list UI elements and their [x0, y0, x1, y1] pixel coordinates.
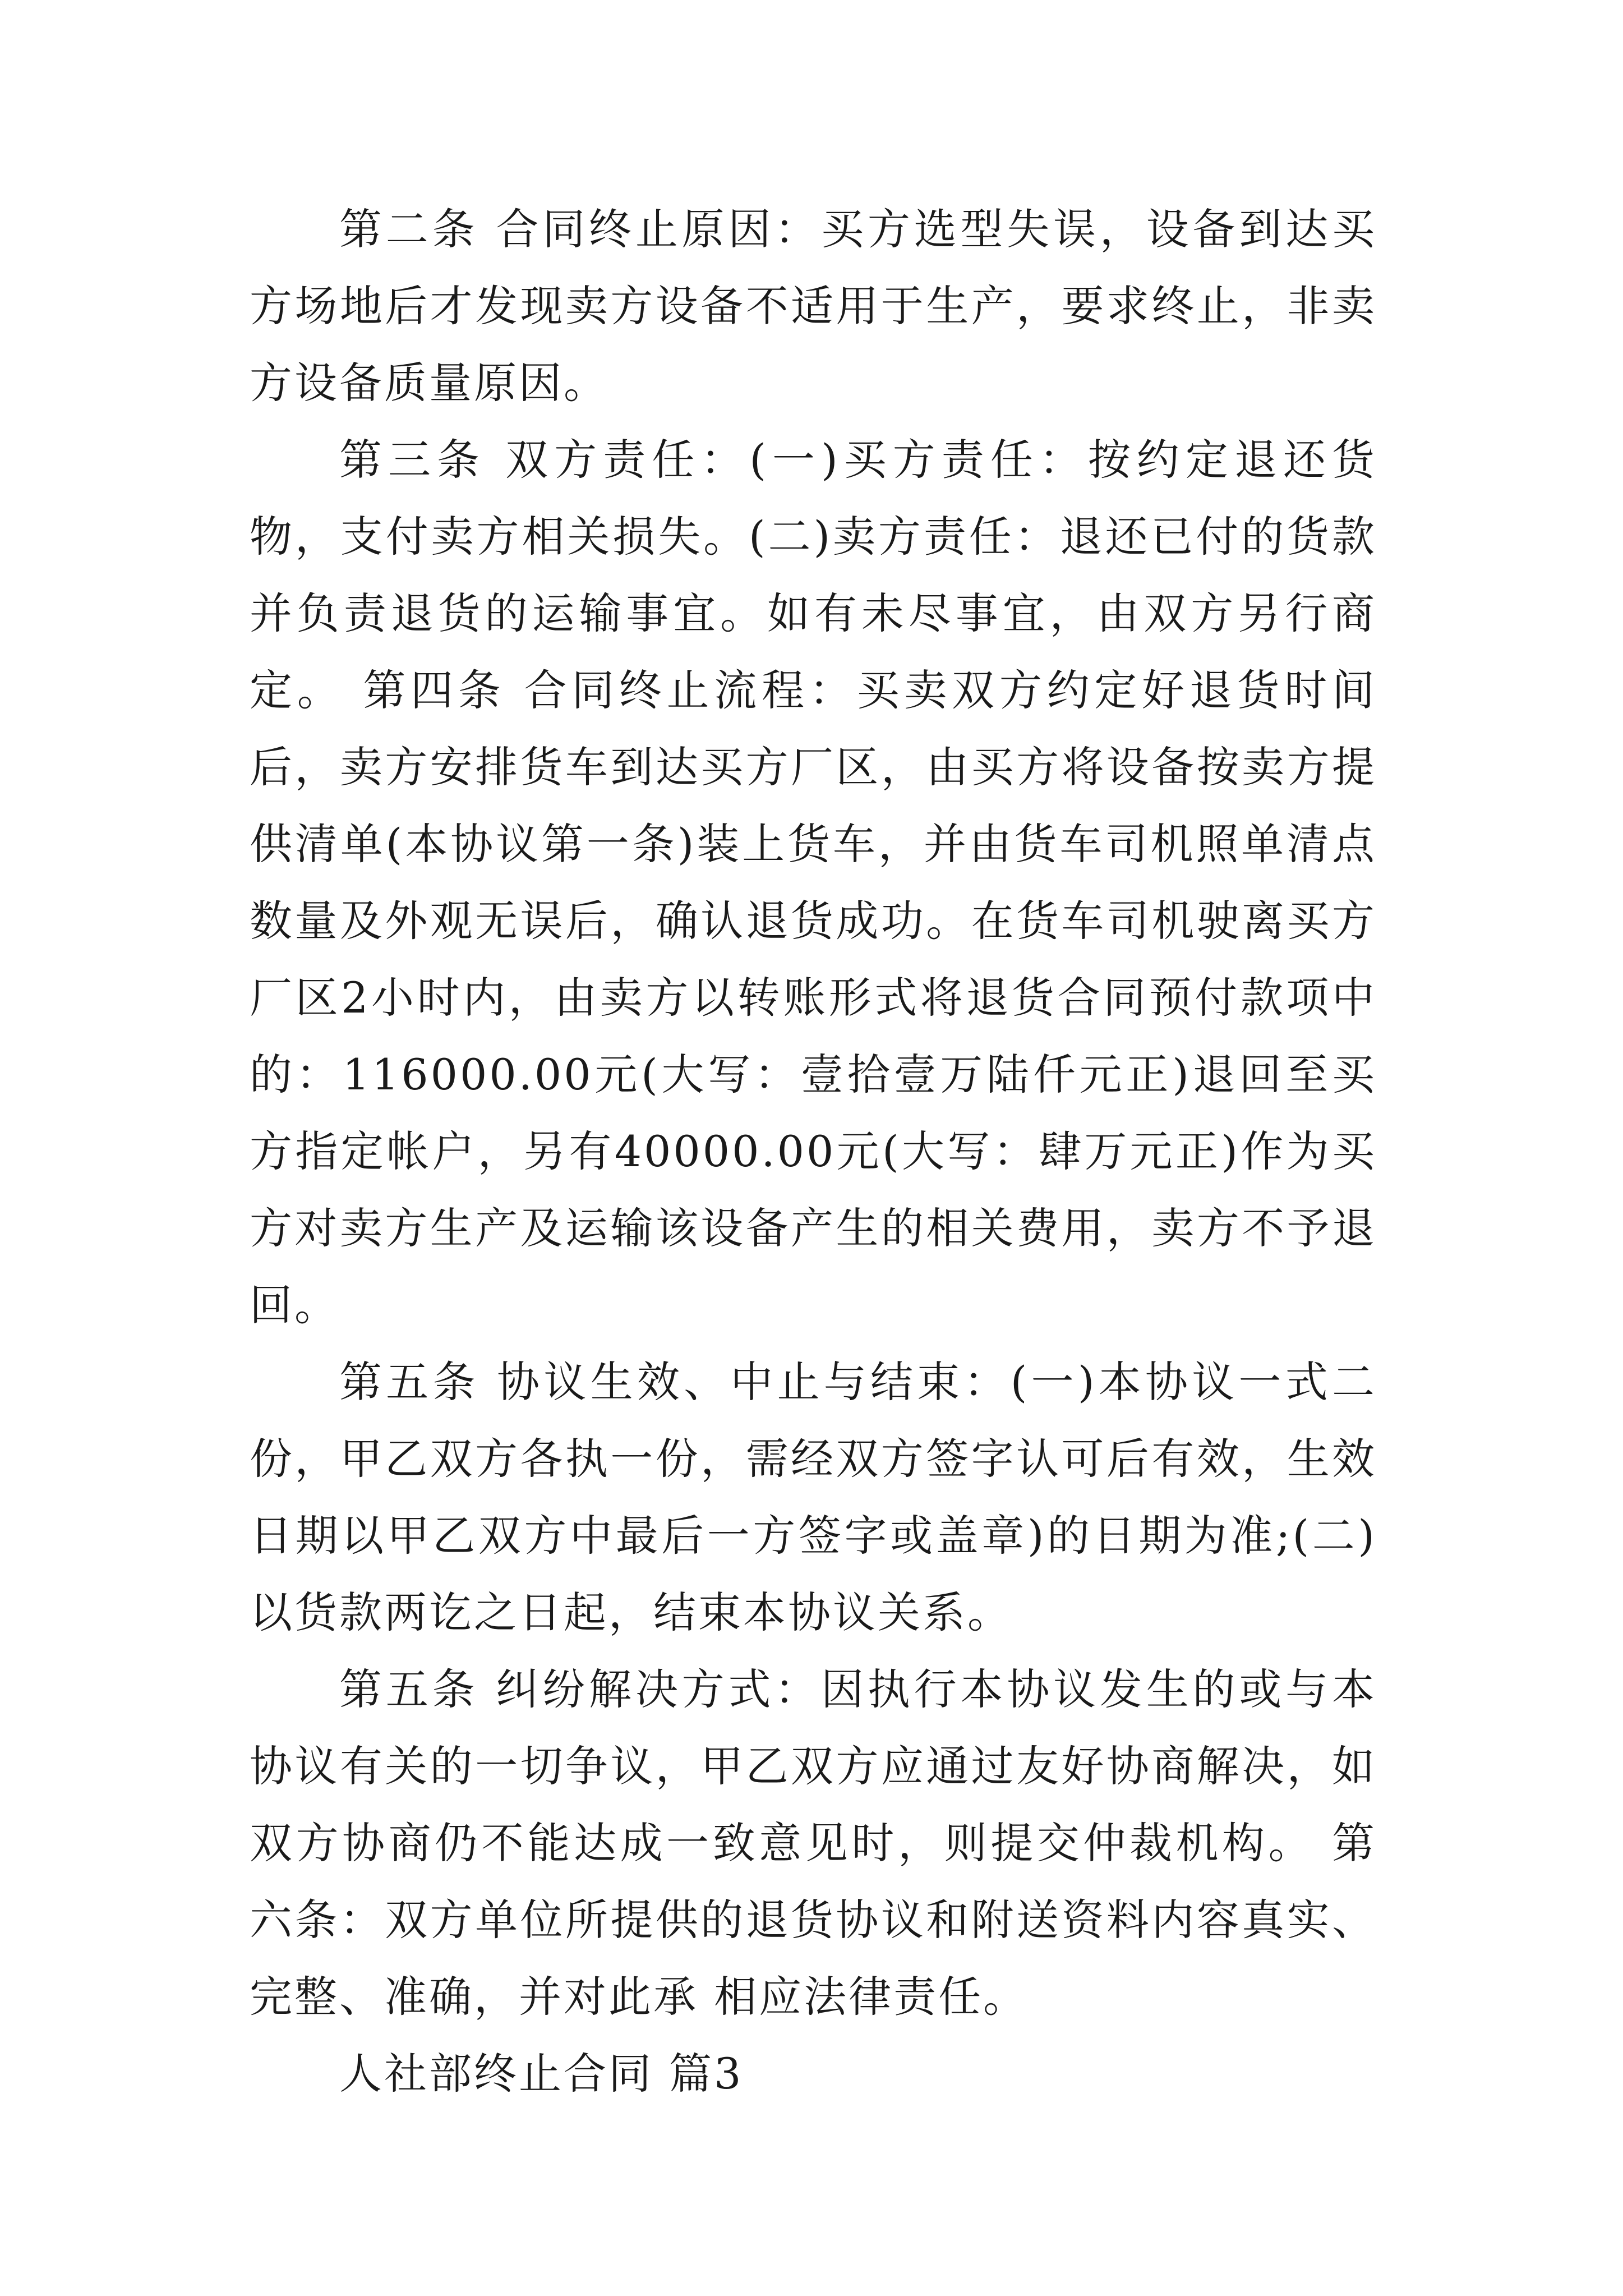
section-heading: 人社部终止合同 篇3	[339, 2049, 744, 2099]
clause-5-effect-paragraph: 第五条 协议生效、中止与结束：(一)本协议一式二份，甲乙双方各执一份，需经双方签字认可后有效，生效日期以甲乙双方中最后一方签字或盖章)的日期为准;(二)以货款两讫之日起，结束本协议关系。	[250, 1357, 1377, 1637]
clause-3-4-paragraph: 第三条 双方责任：(一)买方责任：按约定退还货物，支付卖方相关损失。(二)卖方责任：退还已付的货款并负责退货的运输事宜。如有未尽事宜，由双方另行商定。 第四条 合同终止流程：买卖双方约定好退货时间后，卖方安排货车到达买方厂区，由买方将设备按卖方提供清单(本协议第一条)装上货车，并由货车司机照单清点数量及外观无误后，确认退货成功。在货车司机驶离买方厂区2小时内，由卖方以转账形式将退货合同预付款项中的：116000.00元(大写：壹拾壹万陆仟元正)退回至买方指定帐户，另有40000.00元(大写：肆万元正)作为买方对卖方生产及运输该设备产生的相关费用，卖方不予退回。	[250, 435, 1377, 1330]
document-body	[250, 191, 1377, 2112]
clause-5-dispute-paragraph: 第五条 纠纷解决方式：因执行本协议发生的或与本协议有关的一切争议，甲乙双方应通过友好协商解决，如双方协商仍不能达成一致意见时，则提交仲裁机构。 第六条：双方单位所提供的退货协议和附送资料内容真实、完整、准确，并对此承 相应法律责任。	[250, 1664, 1377, 2022]
clause-2-paragraph: 第二条 合同终止原因：买方选型失误，设备到达买方场地后才发现卖方设备不适用于生产，要求终止，非卖方设备质量原因。	[250, 204, 1377, 408]
